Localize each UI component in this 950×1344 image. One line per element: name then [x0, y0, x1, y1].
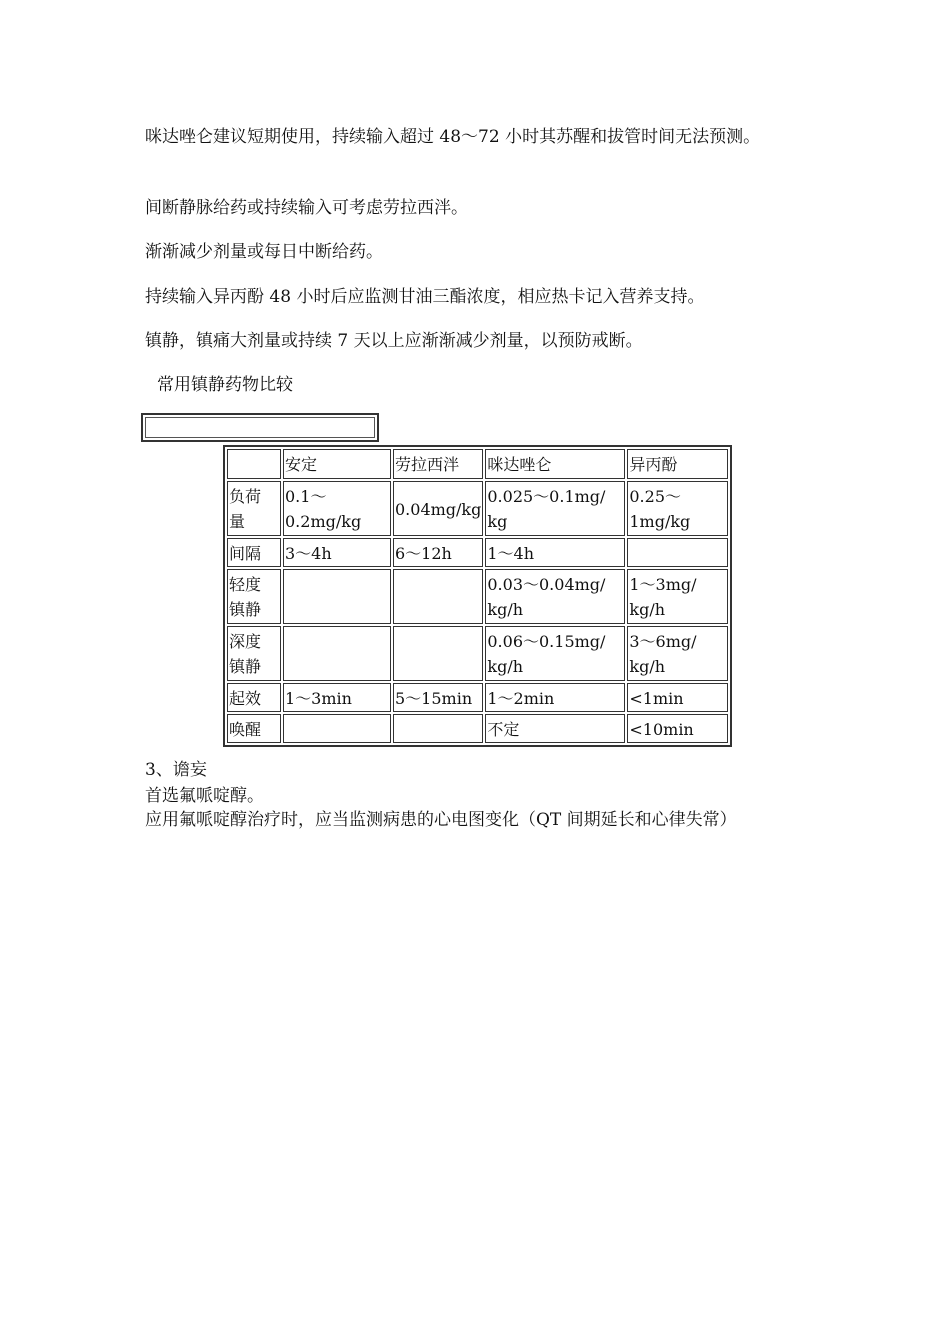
cell-text: 1～4h	[487, 543, 535, 563]
table-cell	[627, 683, 728, 712]
cell-text: 5～15min	[395, 688, 473, 708]
cell-text: 镇静	[229, 657, 262, 676]
cell-text: 镇静	[229, 600, 262, 619]
table-cell	[283, 626, 391, 681]
table-cell	[283, 538, 391, 567]
cell-text: 0.06～0.15mg/	[487, 632, 606, 651]
table-cell	[485, 683, 625, 712]
cell-text: 0.04mg/kg	[395, 499, 482, 519]
table-cell	[627, 626, 728, 681]
sedation-drug-table	[223, 445, 732, 747]
cell-text: 0.2mg/kg	[285, 512, 362, 531]
cell-text: 负荷	[229, 487, 262, 506]
delirium-first-choice: 首选氟哌啶醇。	[145, 786, 264, 806]
table-row	[227, 569, 728, 624]
row-label-cell	[227, 538, 281, 567]
paragraph-midazolam: 咪达唑仑建议短期使用，持续输入超过 48～72 小时其苏醒和拔管时间无法预测。	[145, 127, 761, 147]
table-cell	[485, 569, 625, 624]
cell-text: 0.025～0.1mg/	[487, 487, 606, 506]
section-heading-delirium: 3、谵妄	[145, 760, 207, 780]
cell-text: 3～6mg/	[629, 632, 697, 651]
table-cell	[283, 481, 391, 536]
paragraph-taper: 渐渐减少剂量或每日中断给药。	[145, 242, 383, 262]
table-header-cell: 安定	[283, 449, 391, 479]
table-cell	[627, 538, 728, 567]
row-label-cell	[227, 683, 281, 712]
table-caption: 常用镇静药物比较	[157, 375, 293, 395]
table-row	[227, 481, 728, 536]
cell-text: kg/h	[629, 657, 666, 676]
table-cell	[393, 714, 483, 743]
table-header-cell: 劳拉西泮	[393, 449, 483, 479]
cell-text: 0.1～	[285, 487, 327, 506]
row-label-cell	[227, 569, 281, 624]
table-cell	[283, 714, 391, 743]
table-cell	[627, 481, 728, 536]
cell-text: kg	[487, 512, 508, 531]
cell-text: kg/h	[487, 600, 524, 619]
cell-text: kg/h	[629, 600, 666, 619]
cell-text: 0.25～	[629, 487, 682, 506]
cell-text: kg/h	[487, 657, 524, 676]
cell-text: 不定	[487, 719, 520, 739]
table-cell	[485, 538, 625, 567]
row-label-cell	[227, 481, 281, 536]
cell-text: 起效	[229, 688, 262, 708]
cell-text: 1～2min	[487, 688, 555, 708]
table-cell	[393, 683, 483, 712]
cell-text: <1min	[629, 688, 684, 708]
cell-text: 1～3mg/	[629, 575, 697, 594]
cell-text: 6～12h	[395, 543, 452, 563]
table-cell	[485, 626, 625, 681]
table-cell	[627, 569, 728, 624]
table-cell	[393, 569, 483, 624]
cell-text: 1～3min	[285, 688, 352, 708]
table-header-cell: 异丙酚	[627, 449, 728, 479]
cell-text: 0.03～0.04mg/	[487, 575, 606, 594]
paragraph-withdrawal: 镇静，镇痛大剂量或持续 7 天以上应渐渐减少剂量，以预防戒断。	[145, 331, 643, 351]
table-row	[227, 538, 728, 567]
cell-text: 轻度	[229, 575, 262, 594]
table-cell	[393, 481, 483, 536]
row-label-cell	[227, 714, 281, 743]
cell-text: 深度	[229, 632, 262, 651]
table-cell	[627, 714, 728, 743]
table-cell	[485, 714, 625, 743]
table-row	[227, 626, 728, 681]
table-cell	[283, 683, 391, 712]
table-header-cell	[227, 449, 281, 479]
table-row	[227, 683, 728, 712]
cell-text: 3～4h	[285, 543, 332, 563]
cell-text: <10min	[629, 719, 694, 739]
empty-text-box	[141, 413, 379, 442]
table-cell	[393, 626, 483, 681]
table-header-cell: 咪达唑仑	[485, 449, 625, 479]
paragraph-lorazepam: 间断静脉给药或持续输入可考虑劳拉西泮。	[145, 198, 468, 218]
cell-text: 唤醒	[229, 719, 262, 739]
row-label-cell	[227, 626, 281, 681]
paragraph-propofol: 持续输入异丙酚 48 小时后应监测甘油三酯浓度，相应热卡记入营养支持。	[145, 287, 705, 307]
cell-text: 量	[229, 512, 246, 531]
cell-text: 间隔	[229, 543, 262, 563]
delirium-monitoring: 应用氟哌啶醇治疗时，应当监测病患的心电图变化（QT 间期延长和心律失常）	[145, 810, 737, 830]
table-cell	[393, 538, 483, 567]
table-cell	[283, 569, 391, 624]
table-row	[227, 714, 728, 743]
table-header-row	[227, 449, 728, 479]
table-cell	[485, 481, 625, 536]
cell-text: 1mg/kg	[629, 512, 691, 531]
